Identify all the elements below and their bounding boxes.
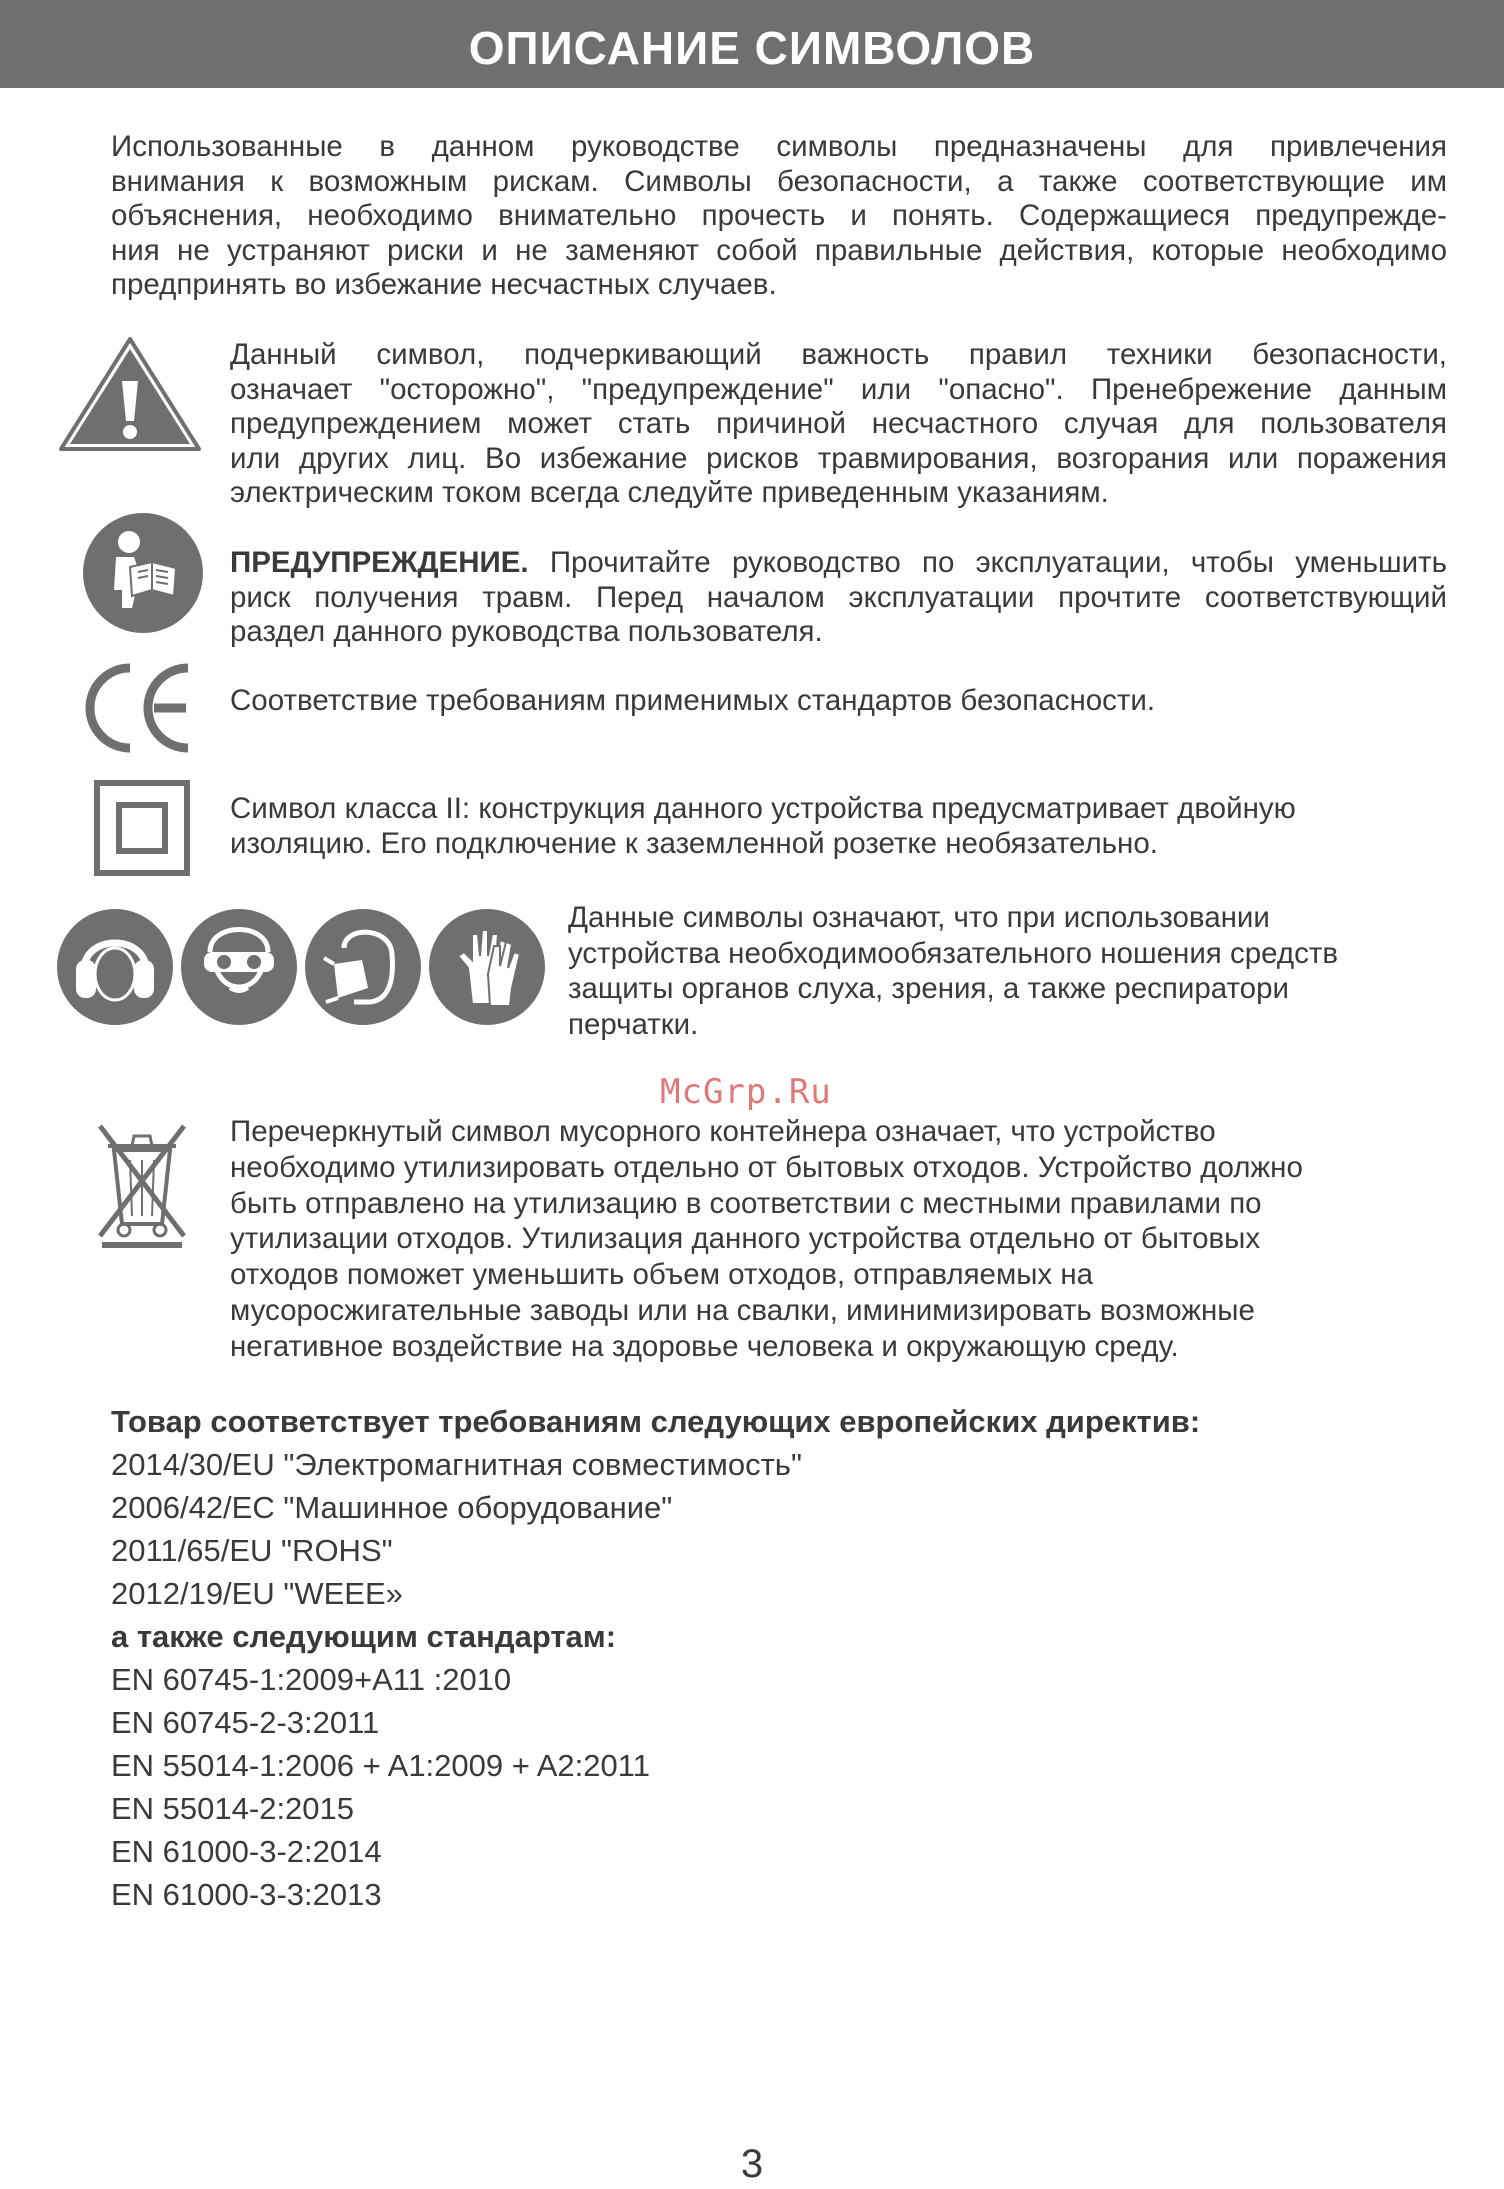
- manual-line: риск получения травм. Перед началом эксплуатации прочтите соответствующий: [230, 580, 1447, 614]
- warning-line: Данный символ, подчеркивающий важность правил техники безопасности,: [230, 338, 1447, 371]
- read-manual-icon: [82, 512, 204, 634]
- manual-line: [230, 546, 1447, 581]
- weee-line: необходимо утилизировать отдельно от бытовых отходов. Устройство должно: [230, 1150, 1303, 1184]
- warning-triangle-icon: [56, 333, 204, 455]
- warning-line: электрическим током всегда следуйте приведенным указаниям.: [230, 476, 1109, 509]
- manual-bold-label: ПРЕДУПРЕЖДЕНИЕ.: [230, 546, 529, 579]
- directive-item: 2014/30/EU "Электромагнитная совместимость": [111, 1447, 802, 1482]
- class2-line: Символ класса II: конструкция данного устройства предусматривает двойную: [230, 792, 1296, 825]
- ce-mark-icon: [82, 660, 194, 756]
- page-header: [0, 0, 1504, 88]
- standard-item: EN 55014-2:2015: [111, 1791, 355, 1826]
- manual-paragraph: [230, 546, 1447, 650]
- ppe-line: перчатки.: [568, 1007, 699, 1041]
- gloves-icon: [428, 908, 546, 1026]
- weee-paragraph: [230, 1114, 1303, 1365]
- standards-heading: а также следующим стандартам:: [111, 1619, 617, 1654]
- weee-line: отходов поможет уменьшить объем отходов, отправляемых на: [230, 1258, 1094, 1292]
- class2-paragraph: [230, 792, 1296, 861]
- weee-line: Перечеркнутый символ мусорного контейнера означает, что устройство: [230, 1115, 1216, 1148]
- directives-heading: Товар соответствует требованиям следующих европейских директив:: [111, 1404, 1201, 1439]
- watermark: McGrp.Ru: [660, 1072, 832, 1112]
- warning-paragraph: [230, 338, 1447, 511]
- ce-text: Соответствие требованиям применимых стандартов безопасности.: [230, 684, 1156, 717]
- directive-item: 2011/65/EU "ROHS": [111, 1533, 393, 1568]
- manual-line-rest: Прочитайте руководство по эксплуатации, чтобы уменьшить: [528, 546, 1447, 579]
- standard-item: EN 61000-3-2:2014: [111, 1834, 382, 1869]
- ppe-paragraph: [568, 900, 1338, 1042]
- directive-item: 2012/19/EU "WEEE»: [111, 1576, 403, 1611]
- weee-line: мусоросжигательные заводы или на свалки, иминимизировать возможные: [230, 1293, 1255, 1327]
- intro-line: Использованные в данном руководстве символы предназначены для привлечения: [111, 130, 1447, 163]
- directive-item: 2006/42/EC "Машинное оборудование": [111, 1490, 673, 1525]
- weee-line: утилизации отходов. Утилизация данного устройства отдельно от бытовых: [230, 1222, 1261, 1256]
- crossed-bin-icon: [94, 1120, 190, 1250]
- standard-item: EN 60745-2-3:2011: [111, 1705, 380, 1740]
- intro-line: объяснения, необходимо внимательно прочесть и понять. Содержащиеся предупрежде-: [111, 199, 1447, 232]
- warning-line: предупреждением может стать причиной несчастного случая для пользователя: [230, 407, 1447, 440]
- ppe-line: Данные символы означают, что при использовании: [568, 901, 1270, 934]
- ppe-line: защиты органов слуха, зрения, а также респиратори: [568, 972, 1289, 1005]
- warning-line: или других лиц. Во избежание рисков травмирования, возгорания или поражения: [230, 441, 1447, 475]
- intro-line: внимания к возможным рискам. Символы безопасности, а также соответствующие им: [111, 164, 1447, 198]
- page-title: ОПИСАНИЕ СИМВОЛОВ: [468, 22, 1036, 74]
- respirator-icon: [304, 908, 422, 1026]
- manual-line: раздел данного руководства пользователя.: [230, 615, 823, 648]
- class2-line: изоляцию. Его подключение к заземленной розетке необязательно.: [230, 826, 1158, 860]
- standard-item: EN 55014-1:2006 + A1:2009 + A2:2011: [111, 1748, 650, 1783]
- intro-paragraph: [111, 130, 1447, 303]
- ppe-line: устройства необходимообязательного ношения средств: [568, 936, 1339, 970]
- weee-line: негативное воздействие на здоровье человека и окружающую среду.: [230, 1329, 1179, 1363]
- intro-line: предпринять во избежание несчастных случаев.: [111, 268, 777, 301]
- page-number: 3: [740, 2142, 764, 2186]
- intro-line: ния не устраняют риски и не заменяют собой правильные действия, которые необходимо: [111, 233, 1447, 267]
- standard-item: EN 61000-3-3:2013: [111, 1877, 382, 1912]
- double-insulation-icon: [94, 780, 190, 876]
- warning-line: означает "осторожно", "предупреждение" или "опасно". Пренебрежение данным: [230, 372, 1447, 406]
- weee-line: быть отправлено на утилизацию в соответствии с местными правилами по: [230, 1186, 1262, 1220]
- eye-protection-icon: [180, 908, 298, 1026]
- ear-protection-icon: [56, 908, 174, 1026]
- standard-item: EN 60745-1:2009+A11 :2010: [111, 1662, 512, 1697]
